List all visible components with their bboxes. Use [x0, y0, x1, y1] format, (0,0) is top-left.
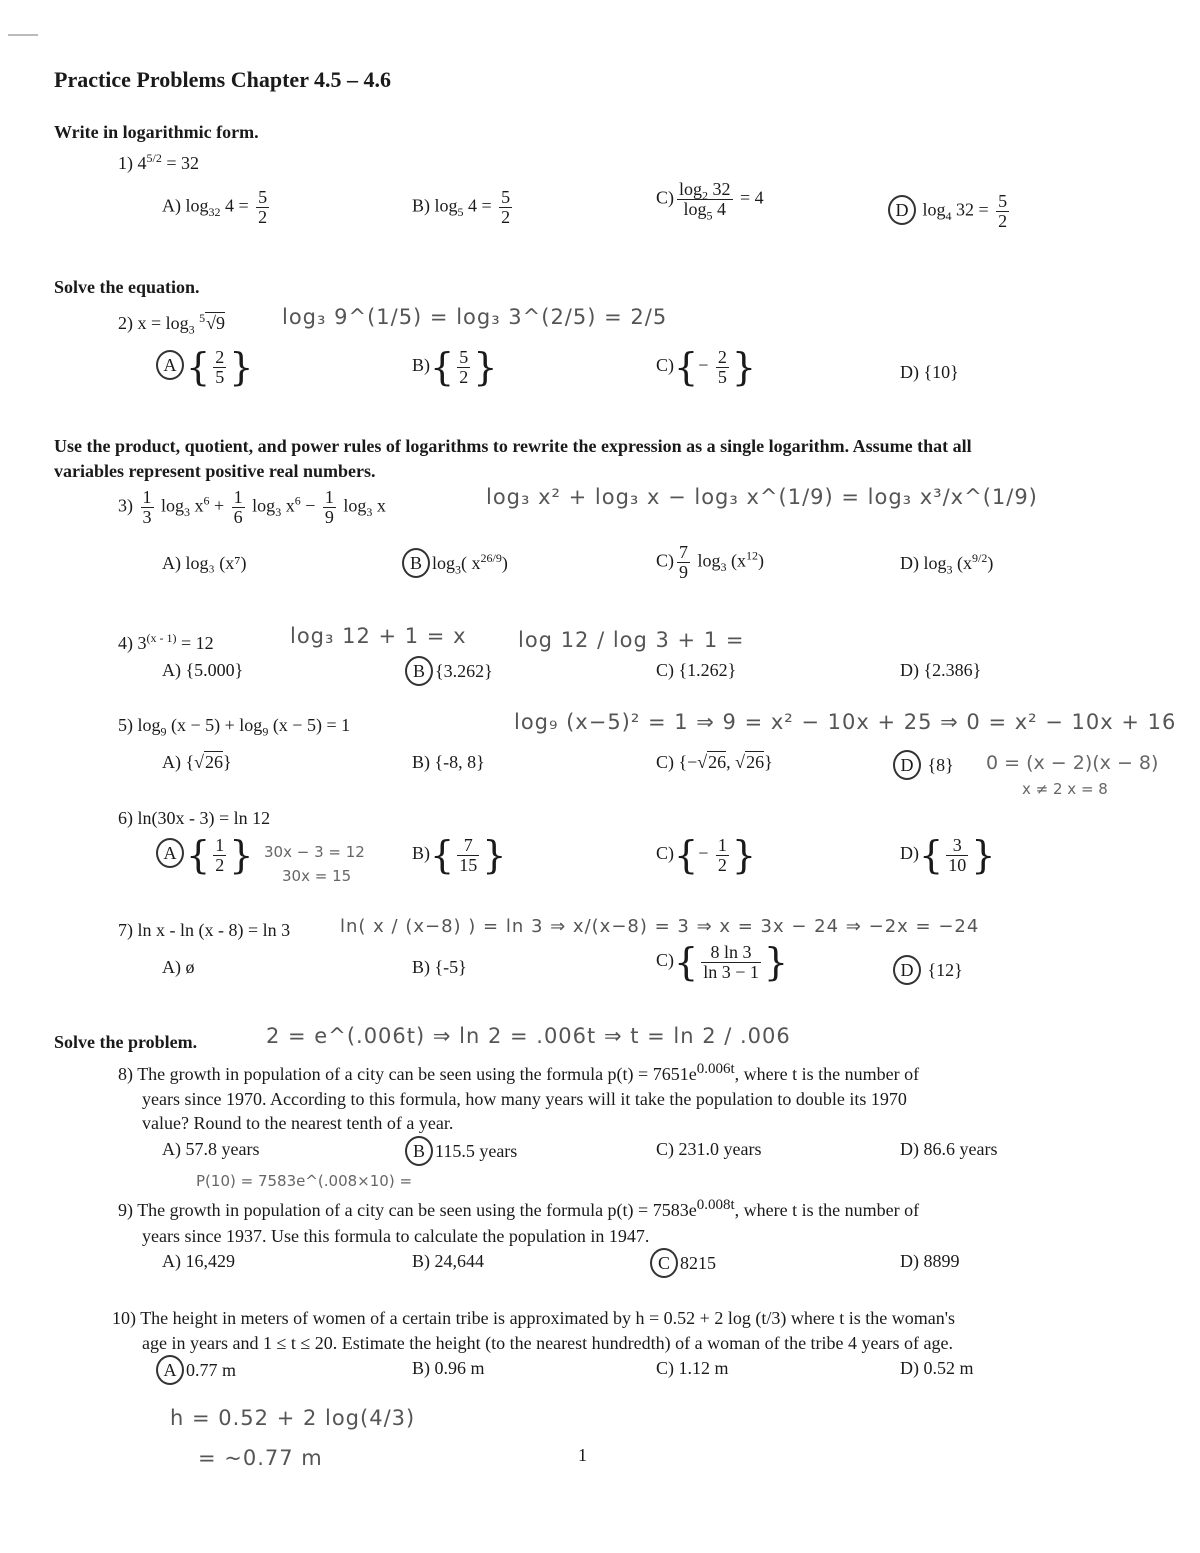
answer-circle: A [156, 838, 184, 868]
handwritten-work: x ≠ 2 x = 8 [1022, 780, 1108, 798]
problem-3: 3) $\frac{1}{3}$ $\log_3 x^6$ + $\frac{1}{6}$ $\log_3 x^6$ − $\frac{1}{9}$ $\log_3 x$ [118, 487, 386, 527]
choice-7b[interactable]: B) {-5} [412, 957, 467, 977]
choice-9b[interactable]: B) 24,644 [412, 1251, 484, 1271]
choice-4b[interactable]: B {3.262} [405, 656, 493, 686]
handwritten-work: 30x − 3 = 12 [264, 843, 365, 861]
answer-circle: B [405, 1136, 433, 1166]
handwritten-work: log 12 / log 3 + 1 = [518, 628, 745, 652]
scan-artifact [8, 34, 38, 36]
problem-8-line3: value? Round to the nearest tenth of a year. [142, 1113, 454, 1133]
choice-3b[interactable]: B $\log_3$( $x^{26/9}$) [402, 548, 508, 578]
choice-3d[interactable]: D) $\log_3 (x^{9/2})$ [900, 551, 994, 577]
handwritten-work: log₉ (x−5)² = 1 ⇒ 9 = x² − 10x + 25 ⇒ 0 = x² − 10x + 16 [514, 710, 1177, 734]
handwritten-work: = ~0.77 m [198, 1446, 323, 1470]
problem-5: 5) $\log_9 (x - 5) + \log_9 (x - 5) = 1$ [118, 715, 351, 739]
choice-4c[interactable]: C) {1.262} [656, 660, 737, 680]
choice-1b[interactable]: B) $\log_5 4$ = $\frac{5}{2}$ [412, 187, 511, 227]
problem-2: 2) $x = \log_3 ^5√9$ [118, 311, 226, 337]
section-instruction: Write in logarithmic form. [54, 122, 259, 142]
answer-circle: D [888, 195, 916, 225]
choice-8a[interactable]: A) 57.8 years [162, 1139, 260, 1159]
choice-5b[interactable]: B) {-8, 8} [412, 752, 485, 772]
problem-9-line2: years since 1937. Use this formula to calculate the population in 1947. [142, 1226, 650, 1246]
handwritten-work: ln( x / (x−8) ) = ln 3 ⇒ x/(x−8) = 3 ⇒ x = 3x − 24 ⇒ −2x = −24 [340, 916, 980, 937]
choice-6a[interactable]: A { $\frac{1}{2}$ } [156, 833, 253, 877]
problem-number: 1) [118, 153, 133, 173]
choice-8b[interactable]: B 115.5 years [405, 1136, 517, 1166]
problem-8: 8) The growth in population of a city can be seen using the formula $p(t) = 7651e^{0.006t}$, where t is the number of [118, 1061, 920, 1084]
choice-9d[interactable]: D) 8899 [900, 1251, 960, 1271]
choice-2b[interactable]: B){ $\frac{5}{2}$ } [412, 345, 498, 389]
answer-circle: D [893, 750, 921, 780]
handwritten-work: 0 = (x − 2)(x − 8) [986, 752, 1159, 774]
choice-1a[interactable]: A) $\log_{32} 4$ = $\frac{5}{2}$ [162, 187, 268, 227]
page-number: 1 [578, 1445, 587, 1465]
problem-8-line2: years since 1970. According to this formula, how many years will it take the population to double its 1970 [142, 1089, 907, 1109]
handwritten-work: P(10) = 7583e^(.008×10) = [196, 1172, 413, 1190]
choice-1d[interactable]: D $\log_4 32$ = $\frac{5}{2}$ [888, 192, 1012, 231]
answer-circle: D [893, 955, 921, 985]
problem-1: 1) $4^{5/2} = 32$ [118, 151, 199, 173]
choice-8d[interactable]: D) 86.6 years [900, 1139, 998, 1159]
choice-6c[interactable]: C){− $\frac{1}{2}$ } [656, 833, 757, 877]
choice-2d[interactable]: D) {10} [900, 362, 959, 382]
choice-4a[interactable]: A) {5.000} [162, 660, 244, 680]
choice-10c[interactable]: C) 1.12 m [656, 1358, 729, 1378]
choice-7c[interactable]: C){ $\frac{8 \ln 3}{\ln 3 - 1}$ } [656, 940, 789, 984]
choice-9c[interactable]: C 8215 [650, 1248, 716, 1278]
answer-circle: A [156, 1355, 184, 1385]
choice-5a[interactable]: A) {√26} [162, 752, 232, 772]
choice-1c[interactable]: C) $\frac{\log_2 32}{\log_5 4}$ = 4 [656, 179, 764, 223]
problem-7: 7) ln x - ln (x - 8) = ln 3 [118, 920, 291, 940]
choice-9a[interactable]: A) 16,429 [162, 1251, 235, 1271]
problem-9: 9) The growth in population of a city can be seen using the formula $p(t) = 7583e^{0.008t}$, where t is the number of [118, 1197, 920, 1220]
choice-3a[interactable]: A) log₃ (x⁷) [162, 553, 247, 573]
section-instruction: Solve the problem. [54, 1032, 198, 1052]
choice-6b[interactable]: B){ $\frac{7}{15}$ } [412, 833, 507, 877]
choice-5d[interactable]: D {8} [893, 750, 954, 780]
handwritten-work: log₃ 12 + 1 = x [290, 624, 467, 648]
choice-7a[interactable]: A) ø [162, 957, 195, 977]
choice-10b[interactable]: B) 0.96 m [412, 1358, 485, 1378]
choice-5c[interactable]: C) {−√26, √26} [656, 752, 773, 772]
handwritten-work: log₃ 9^(1/5) = log₃ 3^(2/5) = 2/5 [282, 305, 668, 329]
problem-6: 6) ln(30x - 3) = ln 12 [118, 808, 271, 828]
handwritten-work: 30x = 15 [282, 867, 352, 885]
section-instruction: Use the product, quotient, and power rules of logarithms to rewrite the expression as a single logarithm. Assume that all [54, 436, 972, 456]
handwritten-work: h = 0.52 + 2 log(4/3) [170, 1406, 416, 1430]
choice-10a[interactable]: A 0.77 m [156, 1355, 236, 1385]
choice-3c[interactable]: C) $\frac{7}{9}$ $\log_3 (x^{12})$ [656, 542, 765, 582]
answer-circle: C [650, 1248, 678, 1278]
answer-circle: A [156, 350, 184, 380]
section-instruction-cont: variables represent positive real numbers. [54, 461, 376, 481]
choice-10d[interactable]: D) 0.52 m [900, 1358, 974, 1378]
page-title: Practice Problems Chapter 4.5 – 4.6 [54, 67, 392, 92]
choice-4d[interactable]: D) {2.386} [900, 660, 982, 680]
choice-6d[interactable]: D){ $\frac{3}{10}$ } [900, 833, 996, 877]
answer-circle: B [405, 656, 433, 686]
choice-2a[interactable]: A { $\frac{2}{5}$ } [156, 345, 253, 389]
choice-2c[interactable]: C){− $\frac{2}{5}$ } [656, 345, 757, 389]
choice-8c[interactable]: C) 231.0 years [656, 1139, 762, 1159]
handwritten-work: log₃ x² + log₃ x − log₃ x^(1/9) = log₃ x³/x^(1/9) [486, 485, 1038, 509]
problem-4: 4) $3^{(x - 1)} = 12$ [118, 631, 214, 653]
problem-10: 10) The height in meters of women of a certain tribe is approximated by h = 0.52 + 2 log (t/3) where t is the woman's [112, 1308, 956, 1328]
answer-circle: B [402, 548, 430, 578]
section-instruction: Solve the equation. [54, 277, 200, 297]
problem-10-line2: age in years and 1 ≤ t ≤ 20. Estimate the height (to the nearest hundredth) of a woman of the tribe 4 years of age. [142, 1333, 953, 1353]
choice-7d[interactable]: D {12} [893, 955, 963, 985]
handwritten-work: 2 = e^(.006t) ⇒ ln 2 = .006t ⇒ t = ln 2 / .006 [266, 1024, 791, 1048]
